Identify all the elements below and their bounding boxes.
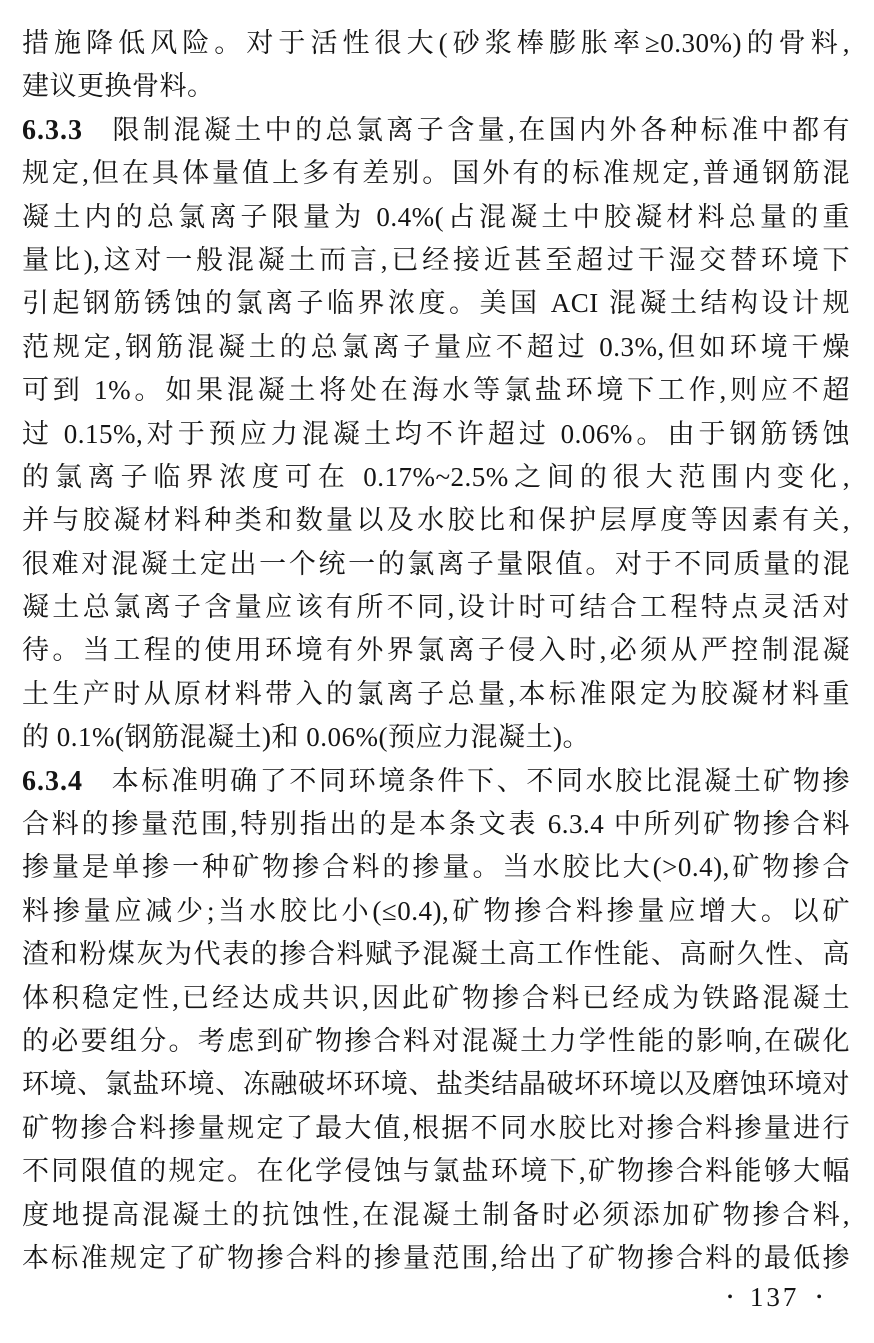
text-line bbox=[22, 716, 850, 759]
text-line bbox=[22, 65, 850, 108]
line-text: 不同限值的规定。在化学侵蚀与氯盐环境下,矿物掺合料能够大幅 bbox=[22, 1156, 850, 1187]
line-text: 料掺量应减少;当水胶比小(≤0.4),矿物掺合料掺量应增大。以矿 bbox=[22, 895, 850, 926]
text-line bbox=[22, 152, 850, 195]
line-text: 并与胶凝材料种类和数量以及水胶比和保护层厚度等因素有关, bbox=[22, 505, 850, 536]
text-line bbox=[22, 456, 850, 499]
text-line bbox=[22, 499, 850, 542]
line-text: 土生产时从原材料带入的氯离子总量,本标准限定为胶凝材料重 bbox=[22, 678, 850, 709]
page-footer bbox=[727, 1282, 822, 1313]
line-text: 的 0.1%(钢筋混凝土)和 0.06%(预应力混凝土)。 bbox=[22, 722, 590, 753]
line-text: 限制混凝土中的总氯离子含量,在国内外各种标准中都有 bbox=[109, 114, 850, 145]
section-number: 6.3.3 bbox=[22, 114, 83, 146]
text-line bbox=[22, 413, 850, 456]
paragraph-first-line bbox=[22, 760, 850, 803]
text-line bbox=[22, 933, 850, 976]
section-number: 6.3.4 bbox=[22, 765, 83, 797]
text-line bbox=[22, 673, 850, 716]
line-text: 掺量是单掺一种矿物掺合料的掺量。当水胶比大(>0.4),矿物掺合 bbox=[22, 852, 850, 883]
text-line bbox=[22, 369, 850, 412]
footer-right-dot-icon: • bbox=[816, 1288, 822, 1306]
line-text: 渣和粉煤灰为代表的掺合料赋予混凝土高工作性能、高耐久性、高 bbox=[22, 939, 850, 970]
line-text: 的必要组分。考虑到矿物掺合料对混凝土力学性能的影响,在碳化 bbox=[22, 1025, 850, 1056]
line-text: 很难对混凝土定出一个统一的氯离子量限值。对于不同质量的混 bbox=[22, 548, 850, 579]
text-block bbox=[22, 22, 850, 1280]
line-text: 引起钢筋锈蚀的氯离子临界浓度。美国 ACI 混凝土结构设计规 bbox=[22, 288, 850, 319]
line-text: 环境、氯盐环境、冻融破坏环境、盐类结晶破坏环境以及磨蚀环境对 bbox=[22, 1069, 850, 1100]
text-line bbox=[22, 22, 850, 65]
text-line bbox=[22, 1063, 850, 1106]
text-line bbox=[22, 239, 850, 282]
line-text: 规定,但在具体量值上多有差别。国外有的标准规定,普通钢筋混 bbox=[22, 158, 850, 189]
page-number: 137 bbox=[749, 1282, 800, 1312]
text-line bbox=[22, 326, 850, 369]
line-text: 过 0.15%,对于预应力混凝土均不许超过 0.06%。由于钢筋锈蚀 bbox=[22, 418, 850, 449]
text-line bbox=[22, 890, 850, 933]
text-line bbox=[22, 543, 850, 586]
line-text: 凝土内的总氯离子限量为 0.4%(占混凝土中胶凝材料总量的重 bbox=[22, 201, 850, 232]
line-text: 体积稳定性,已经达成共识,因此矿物掺合料已经成为铁路混凝土 bbox=[22, 982, 850, 1013]
text-line bbox=[22, 1237, 850, 1280]
text-line bbox=[22, 846, 850, 889]
line-text: 度地提高混凝土的抗蚀性,在混凝土制备时必须添加矿物掺合料, bbox=[22, 1199, 850, 1230]
text-line bbox=[22, 1150, 850, 1193]
line-text: 本标准明确了不同环境条件下、不同水胶比混凝土矿物掺 bbox=[109, 765, 850, 796]
text-line bbox=[22, 196, 850, 239]
line-text: 的氯离子临界浓度可在 0.17%~2.5%之间的很大范围内变化, bbox=[22, 461, 850, 492]
line-text: 本标准规定了矿物掺合料的掺量范围,给出了矿物掺合料的最低掺 bbox=[22, 1242, 850, 1273]
text-line bbox=[22, 629, 850, 672]
text-line bbox=[22, 282, 850, 325]
line-text: 建议更换骨料。 bbox=[22, 71, 215, 102]
paragraph-first-line bbox=[22, 109, 850, 152]
line-text: 合料的掺量范围,特别指出的是本条文表 6.3.4 中所列矿物掺合料 bbox=[22, 809, 850, 840]
line-text: 可到 1%。如果混凝土将处在海水等氯盐环境下工作,则应不超 bbox=[22, 375, 850, 406]
text-line bbox=[22, 803, 850, 846]
line-text: 措施降低风险。对于活性很大(砂浆棒膨胀率≥0.30%)的骨料, bbox=[22, 28, 850, 58]
text-line bbox=[22, 1194, 850, 1237]
line-text: 待。当工程的使用环境有外界氯离子侵入时,必须从严控制混凝 bbox=[22, 635, 850, 666]
text-line bbox=[22, 977, 850, 1020]
text-line bbox=[22, 586, 850, 629]
line-text: 范规定,钢筋混凝土的总氯离子量应不超过 0.3%,但如环境干燥 bbox=[22, 331, 850, 362]
text-line bbox=[22, 1107, 850, 1150]
footer-left-dot-icon: • bbox=[727, 1288, 733, 1306]
line-text: 矿物掺合料掺量规定了最大值,根据不同水胶比对掺合料掺量进行 bbox=[22, 1112, 850, 1143]
text-line bbox=[22, 1020, 850, 1063]
line-text: 凝土总氯离子含量应该有所不同,设计时可结合工程特点灵活对 bbox=[22, 592, 850, 623]
line-text: 量比),这对一般混凝土而言,已经接近甚至超过干湿交替环境下 bbox=[22, 244, 850, 275]
